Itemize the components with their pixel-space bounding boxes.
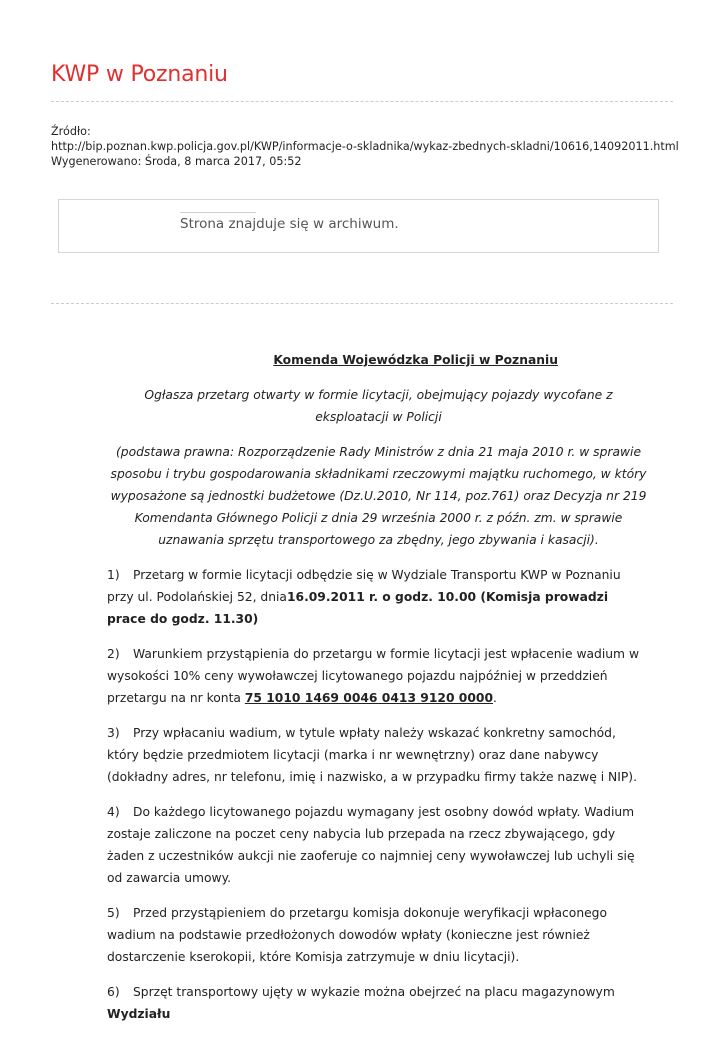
item-text: Warunkiem przystąpienia do przetargu w formie licytacji jest wpłacenie wadium w wysokości 10% ceny wywoławczej licytowanego pojazdu najpóźniej w przeddzień przetargu na nr konta	[107, 647, 639, 705]
source-label: Źródło:	[51, 125, 91, 138]
item-text: Przetarg w formie licytacji odbędzie się w Wydziale Transportu KWP w Poznaniu przy ul. Podolańskiej 52, dnia	[107, 568, 621, 604]
item-number: 4)	[107, 805, 120, 819]
document-meta	[51, 124, 679, 169]
item-number: 2)	[107, 647, 120, 661]
item-number: 1)	[107, 568, 120, 582]
legal-basis: (podstawa prawna: Rozporządzenie Rady Ministrów z dnia 21 maja 2010 r. w sprawie sposobu i trybu gospodarowania składnikami rzeczowymi majątku ruchomego, w który wyposażone są jednostki budżetowe (Dz.U.2010, Nr 114, poz.761) oraz Decyzja nr 219 Komendanta Głównego Policji z dnia 29 września 2000 r. z późn. zm. w sprawie uznawania sprzętu transportowego za zbędny, jego zbywania i kasacji).	[110, 445, 647, 547]
item-text: Sprzęt transportowy ujęty w wykazie można obejrzeć na placu magazynowym	[133, 985, 615, 999]
archive-notice	[58, 199, 659, 253]
announcement: Ogłasza przetarg otwarty w formie licytacji, obejmujący pojazdy wycofane z eksploatacji w Policji	[144, 388, 613, 424]
document-body	[107, 349, 650, 1038]
list-item	[107, 902, 650, 968]
item-tail: .	[493, 691, 497, 705]
item-number: 5)	[107, 906, 120, 920]
item-number: 3)	[107, 726, 120, 740]
item-bold-text: 16.09.2011 r. o godz. 10.00 (Komisja prowadzi prace do godz. 11.30)	[107, 590, 609, 626]
bank-account-number: 75 1010 1469 0046 0413 9120 0000	[244, 691, 494, 705]
item-text: Przed przystąpieniem do przetargu komisja dokonuje weryfikacji wpłaconego wadium na podstawie przedłożonych dowodów wpłaty (konieczne jest również dostarczenie kserokopii, które Komisja zatrzymuje w dniu licytacji).	[107, 906, 608, 964]
item-text: Przy wpłacaniu wadium, w tytule wpłaty należy wskazać konkretny samochód, który będzie przedmiotem licytacji (marka i nr wewnętrzny) oraz dane nabywcy (dokładny adres, nr telefonu, imię i nazwisko, a w przypadku firmy także nazwę i NIP).	[107, 726, 638, 784]
item-text: Do każdego licytowanego pojazdu wymagany jest osobny dowód wpłaty. Wadium zostaje zaliczone na poczet ceny nabycia lub przepada na rzecz zbywającego, gdy żaden z uczestników aukcji nie zaoferuje co najmniej ceny wywoławczej lub uchyli się od zawarcia umowy.	[107, 805, 635, 885]
archive-notice-text: Strona znajduje się w archiwum.	[180, 216, 399, 232]
list-item	[107, 801, 650, 889]
list-item	[107, 643, 650, 709]
site-title: KWP w Poznaniu	[51, 62, 228, 87]
content-divider	[51, 303, 673, 304]
archive-rule	[180, 212, 256, 213]
header-divider	[51, 101, 673, 102]
list-item	[107, 981, 650, 1025]
document-heading: Komenda Wojewódzka Policji w Poznaniu	[273, 353, 558, 367]
source-url[interactable]: http://bip.poznan.kwp.policja.gov.pl/KWP/informacje-o-skladnika/wykaz-zbednych-skladni/10616,14092011.html	[51, 140, 679, 153]
list-item	[107, 564, 650, 630]
item-bold-text: Wydziału	[107, 1007, 171, 1021]
generated-date: Wygenerowano: Środa, 8 marca 2017, 05:52	[51, 155, 302, 168]
list-item	[107, 722, 650, 788]
item-number: 6)	[107, 985, 120, 999]
